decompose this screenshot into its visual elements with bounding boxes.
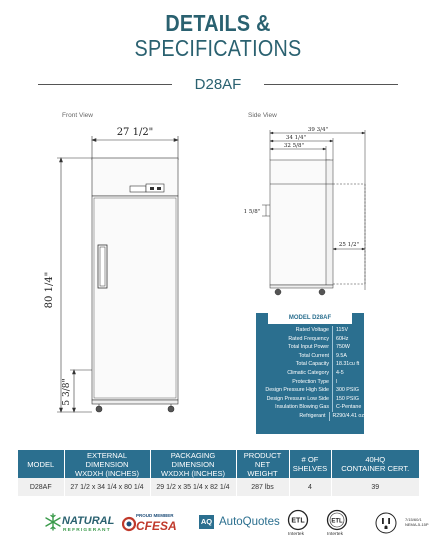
- spec-rows: [256, 326, 364, 421]
- side-shelf-dimension: 25 1/2": [338, 242, 360, 248]
- col-shelves: # OF SHELVES: [289, 450, 331, 478]
- spec-row: [256, 378, 364, 387]
- autoquotes-logo: AutoQuotes: [219, 516, 280, 528]
- spec-row: [256, 403, 364, 412]
- spec-label: Refrigerant: [299, 412, 326, 419]
- spec-label: Insulation Blowing Gas: [275, 404, 329, 411]
- spec-label: Climatic Category: [287, 369, 329, 376]
- plug-spec-text: 7/15/60/1 NEMA-5-15P: [405, 517, 429, 527]
- cell-external-dimension: 27 1/2 x 34 1/4 x 80 1/4: [64, 478, 150, 496]
- spec-label: Total Input Power: [288, 344, 329, 351]
- side-depth-dimension: 34 1/4": [285, 135, 307, 141]
- spec-value: 4-5: [336, 369, 344, 376]
- spec-value: R290/4.41 oz: [332, 412, 364, 419]
- spec-card-title: MODEL D28AF: [268, 313, 352, 324]
- spec-label: Rated Voltage: [295, 327, 329, 333]
- col-container: 40HQ CONTAINER CERT.: [331, 450, 419, 478]
- front-width-dimension: 27 1/2": [116, 127, 154, 138]
- spec-row: [256, 352, 364, 361]
- spec-value: C-Pentane: [336, 404, 362, 411]
- front-view-label: Front View: [62, 112, 93, 119]
- cell-packaging-dimension: 29 1/2 x 35 1/4 x 82 1/4: [150, 478, 236, 496]
- spec-label: Rated Frequency: [288, 335, 329, 342]
- model-table: [18, 450, 419, 496]
- aq-logo-mark: AQ: [199, 515, 214, 529]
- spec-label: Protection Type: [292, 378, 329, 385]
- side-overall-dimension: 39 3/4": [307, 127, 329, 133]
- table-header-row: [18, 450, 419, 478]
- spec-value: 18.31cu ft: [336, 361, 360, 368]
- col-external-dimension: EXTERNAL DIMENSION WXDXH (INCHES): [64, 450, 150, 478]
- logo-strip: [0, 505, 436, 545]
- spec-label: Design Pressure Low Side: [266, 395, 329, 402]
- natural-logo-sub: REFRIGERANT: [63, 528, 111, 533]
- svg-text:ETL: ETL: [291, 517, 305, 525]
- spec-row: [256, 360, 364, 369]
- etl-sanitation-badge: [326, 509, 348, 536]
- col-packaging-dimension: PACKAGING DIMENSION WXDXH (INCHES): [150, 450, 236, 478]
- spec-value: 60Hz: [336, 335, 349, 342]
- cfesa-main-text: CFESA: [136, 519, 177, 533]
- cell-net-weight: 287 lbs: [236, 478, 289, 496]
- spec-row: [256, 335, 364, 344]
- cell-model: D28AF: [18, 478, 64, 496]
- spec-row: [256, 395, 364, 404]
- spec-label: Total Capacity: [295, 361, 329, 368]
- spec-row: [256, 369, 364, 378]
- plug-icon: [374, 509, 398, 537]
- spec-label: Total Current: [298, 352, 329, 359]
- snowflake-icon: [44, 512, 62, 532]
- side-door-dimension: 1 5/8": [243, 209, 261, 215]
- spec-value: I: [336, 378, 338, 385]
- front-base-dimension: 5 3/8": [62, 378, 72, 406]
- front-view-drawing: [57, 136, 178, 412]
- etl-listed-icon: [287, 509, 309, 531]
- etl-listed-label: Intertek: [288, 532, 304, 537]
- cfesa-emblem-icon: [122, 516, 136, 532]
- spec-value: 9.5A: [336, 352, 347, 359]
- spec-label: Design Pressure High Side: [265, 387, 329, 394]
- cell-shelves: 4: [289, 478, 331, 496]
- side-view-label: Side View: [248, 112, 277, 119]
- etl-listed-badge: [287, 509, 309, 536]
- cell-container: 39: [331, 478, 419, 496]
- spec-row: [256, 412, 364, 421]
- cfesa-top-text: PROUD MEMBER: [136, 513, 174, 518]
- plug-icon-badge: [374, 509, 398, 542]
- col-model: MODEL: [18, 450, 64, 478]
- spec-value: 750W: [336, 344, 350, 351]
- spec-value: 115V: [336, 327, 348, 333]
- spec-value: 150 PSIG: [336, 395, 359, 402]
- col-net-weight: PRODUCT NET WEIGHT: [236, 450, 289, 478]
- etl-sanitation-label: Intertek: [327, 532, 343, 537]
- table-row: [18, 478, 419, 496]
- title-line-2: SPECIFICATIONS: [134, 35, 302, 61]
- spec-value: 300 PSIG: [336, 387, 359, 394]
- title-line-1: DETAILS &: [165, 10, 271, 36]
- natural-logo-word: NATURAL: [62, 515, 115, 527]
- side-cabinet-dimension: 32 5/8": [283, 143, 305, 149]
- spec-row: [256, 326, 364, 335]
- svg-text:ETL: ETL: [331, 518, 343, 525]
- spec-row: [256, 343, 364, 352]
- front-height-dimension: 80 1/4": [44, 271, 55, 309]
- model-heading: D28AF: [172, 75, 264, 95]
- spec-row: [256, 386, 364, 395]
- side-view-drawing: [262, 130, 365, 295]
- spec-card: [256, 313, 364, 434]
- etl-sanitation-icon: [326, 509, 348, 531]
